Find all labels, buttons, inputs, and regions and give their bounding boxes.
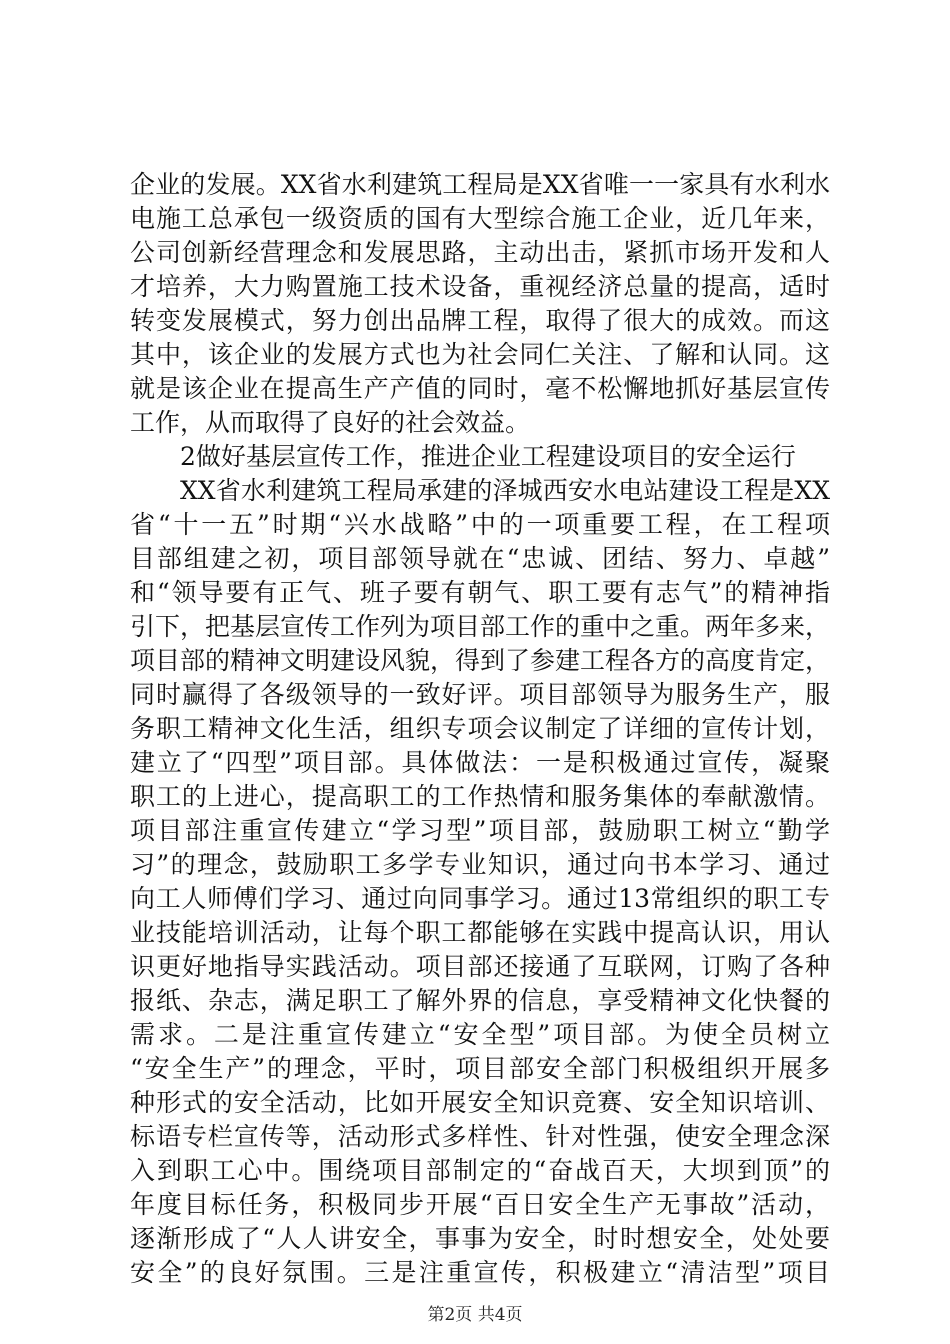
text-line: 需求。二是注重宣传建立“安全型”项目部。为使全员树立 <box>130 1020 830 1049</box>
text-line: 识更好地指导实践活动。项目部还接通了互联网，订购了各种 <box>130 952 830 981</box>
text-line: 习”的理念，鼓励职工多学专业知识，通过向书本学习、通过 <box>130 850 830 879</box>
text-line: 务职工精神文化生活，组织专项会议制定了详细的宣传计划， <box>130 714 830 743</box>
text-line: 企业的发展。XX省水利建筑工程局是XX省唯一一家具有水利水 <box>130 170 830 199</box>
text-line: 电施工总承包一级资质的国有大型综合施工企业，近几年来， <box>130 204 830 233</box>
section-heading <box>130 440 830 474</box>
text-line: 向工人师傅们学习、通过向同事学习。通过13常组织的职工专 <box>130 884 830 913</box>
text-line: 报纸、杂志，满足职工了解外界的信息，享受精神文化快餐的 <box>130 986 830 1015</box>
text-line: 和“领导要有正气、班子要有朝气、职工要有志气”的精神指 <box>130 578 830 607</box>
text-line: 建立了“四型”项目部。具体做法：一是积极通过宣传，凝聚 <box>130 748 830 777</box>
text-line: 种形式的安全活动，比如开展安全知识竞赛、安全知识培训、 <box>130 1088 830 1117</box>
text-line: 项目部的精神文明建设风貌，得到了参建工程各方的高度肯定， <box>130 646 831 675</box>
text-line: 业技能培训活动，让每个职工都能够在实践中提高认识，用认 <box>130 918 830 947</box>
text-line: “安全生产”的理念，平时，项目部安全部门积极组织开展多 <box>130 1054 830 1083</box>
paragraph-2 <box>130 474 830 1290</box>
text-line: 同时赢得了各级领导的一致好评。项目部领导为服务生产，服 <box>130 680 830 709</box>
paragraph-1 <box>130 168 830 440</box>
text-line: 公司创新经营理念和发展思路，主动出击，紧抓市场开发和人 <box>130 238 830 267</box>
text-line: 转变发展模式，努力创出品牌工程，取得了很大的成效。而这 <box>130 306 830 335</box>
text-line: 就是该企业在提高生产产值的同时，毫不松懈地抓好基层宣传 <box>130 374 830 403</box>
text-line: 项目部注重宣传建立“学习型”项目部，鼓励职工树立“勤学 <box>130 816 830 845</box>
text-line: 省“十一五”时期“兴水战略”中的一项重要工程，在工程项 <box>130 510 830 539</box>
text-line: 引下，把基层宣传工作列为项目部工作的重中之重。两年多来， <box>130 612 831 641</box>
text-line: 逐渐形成了“人人讲安全，事事为安全，时时想安全，处处要 <box>130 1224 830 1253</box>
page-footer <box>0 1300 950 1325</box>
text-line: 工作，从而取得了良好的社会效益。 <box>130 408 531 437</box>
text-line: 年度目标任务，积极同步开展“百日安全生产无事故”活动， <box>130 1190 830 1219</box>
text-line: 目部组建之初，项目部领导就在“忠诚、团结、努力、卓越” <box>130 544 830 573</box>
page-number: 第2页 共4页 <box>427 1305 523 1325</box>
document-body <box>130 168 830 1290</box>
heading-line: 2做好基层宣传工作，推进企业工程建设项目的安全运行 <box>180 442 796 471</box>
text-line: 标语专栏宣传等，活动形式多样性、针对性强，使安全理念深 <box>130 1122 830 1151</box>
text-line: 职工的上进心，提高职工的工作热情和服务集体的奉献激情。 <box>130 782 830 811</box>
text-line: XX省水利建筑工程局承建的泽城西安水电站建设工程是XX <box>180 476 830 505</box>
text-line: 安全”的良好氛围。三是注重宣传，积极建立“清洁型”项目 <box>130 1258 830 1287</box>
text-line: 入到职工心中。围绕项目部制定的“奋战百天，大坝到顶”的 <box>130 1156 830 1185</box>
text-line: 其中，该企业的发展方式也为社会同仁关注、了解和认同。这 <box>130 340 830 369</box>
text-line: 才培养，大力购置施工技术设备，重视经济总量的提高，适时 <box>130 272 830 301</box>
